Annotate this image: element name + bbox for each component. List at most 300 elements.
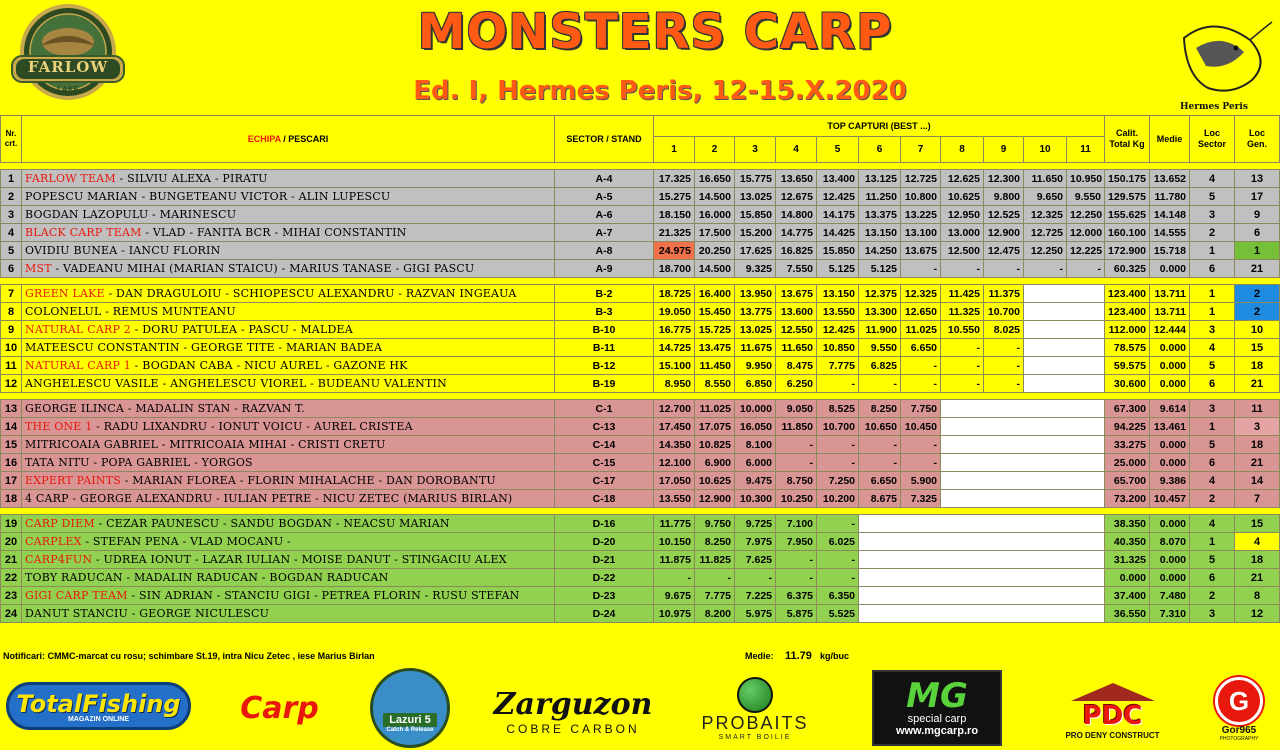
catch-value: 12.725 xyxy=(901,170,941,188)
catch-value: 13.550 xyxy=(654,490,695,508)
average-kg: 10.457 xyxy=(1150,490,1190,508)
catch-value: - xyxy=(776,569,817,587)
team-cell xyxy=(22,242,555,260)
catch-value: 17.625 xyxy=(735,242,776,260)
average-kg: 9.386 xyxy=(1150,472,1190,490)
catch-value: 7.950 xyxy=(776,533,817,551)
stand-cell: C-15 xyxy=(555,454,654,472)
catch-value: 16.050 xyxy=(735,418,776,436)
place-sector: 5 xyxy=(1190,357,1235,375)
page-subtitle: Ed. I, Hermes Peris, 12-15.X.2020 xyxy=(413,76,907,106)
catch-value: 9.650 xyxy=(1024,188,1067,206)
team-name: MST xyxy=(25,262,52,275)
catch-value: 15.850 xyxy=(817,242,859,260)
catch-value: 10.975 xyxy=(654,605,695,623)
catch-value: 24.975 xyxy=(654,242,695,260)
catch-value: 14.775 xyxy=(776,224,817,242)
pdc-roof-icon xyxy=(1071,683,1155,701)
team-cell xyxy=(22,188,555,206)
page-title: MONSTERS CARP xyxy=(417,4,893,60)
team-cell xyxy=(22,551,555,569)
catch-value: 6.250 xyxy=(776,375,817,393)
table-row xyxy=(1,285,1280,303)
place-general: 4 xyxy=(1235,533,1280,551)
catch-value: 12.225 xyxy=(1067,242,1105,260)
catch-value: 10.450 xyxy=(901,418,941,436)
gor965-logo-subtext: PHOTOGRAPHY xyxy=(1219,735,1259,742)
row-number: 1 xyxy=(1,170,22,188)
pdc-logo-subtext: PRO DENY CONSTRUCT xyxy=(1065,730,1160,740)
average-value: 11.79 xyxy=(785,650,812,662)
catch-value: 5.875 xyxy=(776,605,817,623)
notice-bar xyxy=(0,648,1280,664)
empty-catch-cells xyxy=(941,454,1105,472)
catch-value: 14.350 xyxy=(654,436,695,454)
catch-value: 10.300 xyxy=(735,490,776,508)
hermes-peris-text: Hermes Peris xyxy=(1180,102,1248,112)
anglers-names: ANGHELESCU VASILE - ANGHELESCU VIOREL - BUDEANU VALENTIN xyxy=(25,377,447,390)
empty-catch-cells xyxy=(941,400,1105,418)
catch-value: 13.475 xyxy=(695,339,735,357)
empty-catch-cells xyxy=(1024,375,1105,393)
catch-value: 8.250 xyxy=(859,400,901,418)
stand-cell: C-14 xyxy=(555,436,654,454)
catch-value: 12.650 xyxy=(901,303,941,321)
place-general: 2 xyxy=(1235,285,1280,303)
catch-value: 10.825 xyxy=(695,436,735,454)
average-unit: kg/buc xyxy=(820,651,850,661)
catch-value: 11.025 xyxy=(901,321,941,339)
average-kg: 13.652 xyxy=(1150,170,1190,188)
catch-value: - xyxy=(901,260,941,278)
place-general: 18 xyxy=(1235,551,1280,569)
catch-value: 7.550 xyxy=(776,260,817,278)
place-sector: 3 xyxy=(1190,605,1235,623)
place-general: 1 xyxy=(1235,242,1280,260)
place-sector: 2 xyxy=(1190,224,1235,242)
place-general: 11 xyxy=(1235,400,1280,418)
gor965-circle-icon: G xyxy=(1215,677,1263,725)
catch-value: 6.850 xyxy=(735,375,776,393)
catch-value: - xyxy=(984,260,1024,278)
catch-value: 13.300 xyxy=(859,303,901,321)
row-number: 10 xyxy=(1,339,22,357)
place-sector: 1 xyxy=(1190,242,1235,260)
zarguzon-logo-text: Zarguzon xyxy=(493,686,653,722)
catch-value: 11.650 xyxy=(776,339,817,357)
place-sector: 2 xyxy=(1190,587,1235,605)
team-cell xyxy=(22,472,555,490)
catch-value: 12.250 xyxy=(1024,242,1067,260)
catch-value: - xyxy=(941,375,984,393)
lazuri5-logo xyxy=(370,668,450,748)
average-kg: 7.480 xyxy=(1150,587,1190,605)
col-stand-header: SECTOR / STAND xyxy=(555,116,654,163)
place-sector: 4 xyxy=(1190,170,1235,188)
stand-cell: B-2 xyxy=(555,285,654,303)
catch-value: 17.325 xyxy=(654,170,695,188)
col-team-header-echipa: ECHIPA xyxy=(247,134,281,144)
place-sector: 6 xyxy=(1190,569,1235,587)
catch-value: 11.875 xyxy=(654,551,695,569)
team-cell xyxy=(22,303,555,321)
team-cell xyxy=(22,605,555,623)
catch-value: 16.400 xyxy=(695,285,735,303)
catch-value: 12.325 xyxy=(1024,206,1067,224)
catch-value: - xyxy=(1024,260,1067,278)
anglers-names: - VLAD - FANITA BCR - MIHAI CONSTANTIN xyxy=(141,226,407,239)
stand-cell: B-3 xyxy=(555,303,654,321)
catch-value: 8.950 xyxy=(654,375,695,393)
total-kg: 150.175 xyxy=(1105,170,1150,188)
catch-value: 5.975 xyxy=(735,605,776,623)
place-general: 8 xyxy=(1235,587,1280,605)
results-table xyxy=(0,115,1280,623)
catch-value: 7.775 xyxy=(695,587,735,605)
anglers-names: OVIDIU BUNEA - IANCU FLORIN xyxy=(25,244,221,257)
empty-catch-cells xyxy=(941,418,1105,436)
catch-value: 10.950 xyxy=(1067,170,1105,188)
farlow-logo-text: FARLOW xyxy=(27,58,109,76)
catch-value: 18.725 xyxy=(654,285,695,303)
catch-value: 8.675 xyxy=(859,490,901,508)
place-general: 14 xyxy=(1235,472,1280,490)
catch-col-header: 9 xyxy=(984,137,1024,163)
team-cell xyxy=(22,400,555,418)
catch-col-header: 10 xyxy=(1024,137,1067,163)
catch-value: 12.425 xyxy=(817,321,859,339)
catch-value: 13.225 xyxy=(901,206,941,224)
table-row xyxy=(1,170,1280,188)
catch-value: - xyxy=(941,339,984,357)
catch-value: 9.050 xyxy=(776,400,817,418)
catch-value: 7.250 xyxy=(817,472,859,490)
row-number: 16 xyxy=(1,454,22,472)
catch-value: 8.025 xyxy=(984,321,1024,339)
average-kg: 13.711 xyxy=(1150,285,1190,303)
probaits-ball-icon xyxy=(737,677,773,713)
catch-value: 10.625 xyxy=(941,188,984,206)
stand-cell: B-11 xyxy=(555,339,654,357)
team-cell xyxy=(22,490,555,508)
place-general: 9 xyxy=(1235,206,1280,224)
catch-value: 8.100 xyxy=(735,436,776,454)
anglers-names: TOBY RADUCAN - MADALIN RADUCAN - BOGDAN RADUCAN xyxy=(25,571,389,584)
catch-value: - xyxy=(817,515,859,533)
empty-catch-cells xyxy=(1024,303,1105,321)
empty-catch-cells xyxy=(859,587,1105,605)
table-row xyxy=(1,206,1280,224)
catch-value: 7.625 xyxy=(735,551,776,569)
row-number: 3 xyxy=(1,206,22,224)
catch-col-header: 1 xyxy=(654,137,695,163)
place-sector: 1 xyxy=(1190,303,1235,321)
average-kg: 0.000 xyxy=(1150,260,1190,278)
catch-value: 12.550 xyxy=(776,321,817,339)
place-general: 3 xyxy=(1235,418,1280,436)
catch-value: 13.400 xyxy=(817,170,859,188)
empty-catch-cells xyxy=(941,490,1105,508)
stand-cell: C-13 xyxy=(555,418,654,436)
catch-value: - xyxy=(941,357,984,375)
catch-value: 11.850 xyxy=(776,418,817,436)
anglers-names: POPESCU MARIAN - BUNGETEANU VICTOR - ALIN LUPESCU xyxy=(25,190,391,203)
total-kg: 155.625 xyxy=(1105,206,1150,224)
row-number: 11 xyxy=(1,357,22,375)
catch-value: 5.525 xyxy=(817,605,859,623)
total-kg: 25.000 xyxy=(1105,454,1150,472)
catch-value: - xyxy=(817,436,859,454)
average-kg: 9.614 xyxy=(1150,400,1190,418)
stand-cell: B-10 xyxy=(555,321,654,339)
average-kg: 0.000 xyxy=(1150,436,1190,454)
catch-value: - xyxy=(776,436,817,454)
anglers-names: - STEFAN PENA - VLAD MOCANU - xyxy=(81,535,291,548)
team-cell xyxy=(22,375,555,393)
place-sector: 3 xyxy=(1190,206,1235,224)
total-kg: 123.400 xyxy=(1105,303,1150,321)
empty-catch-cells xyxy=(859,605,1105,623)
catch-value: 10.000 xyxy=(735,400,776,418)
stand-cell: A-5 xyxy=(555,188,654,206)
col-total-header: Calit. Total Kg xyxy=(1105,116,1150,163)
average-label: Medie: xyxy=(745,651,774,661)
table-row xyxy=(1,533,1280,551)
catch-value: 9.325 xyxy=(735,260,776,278)
catch-value: - xyxy=(984,357,1024,375)
stand-cell: D-16 xyxy=(555,515,654,533)
place-general: 10 xyxy=(1235,321,1280,339)
place-general: 6 xyxy=(1235,224,1280,242)
catch-value: 13.650 xyxy=(776,170,817,188)
anglers-names: - DORU PATULEA - PASCU - MALDEA xyxy=(130,323,353,336)
team-name: THE ONE 1 xyxy=(25,420,93,433)
place-sector: 1 xyxy=(1190,418,1235,436)
catch-value: - xyxy=(984,375,1024,393)
place-sector: 5 xyxy=(1190,436,1235,454)
anglers-names: - SILVIU ALEXA - PIRATU xyxy=(115,172,268,185)
carp-logo xyxy=(232,678,327,738)
total-kg: 33.275 xyxy=(1105,436,1150,454)
catch-value: 10.700 xyxy=(984,303,1024,321)
catch-value: - xyxy=(817,569,859,587)
catch-value: 6.825 xyxy=(859,357,901,375)
total-kg: 160.100 xyxy=(1105,224,1150,242)
anglers-names: MATEESCU CONSTANTIN - GEORGE TITE - MARIAN BADEA xyxy=(25,341,383,354)
catch-value: 17.450 xyxy=(654,418,695,436)
catch-value: 6.900 xyxy=(695,454,735,472)
place-general: 15 xyxy=(1235,515,1280,533)
empty-catch-cells xyxy=(941,436,1105,454)
catch-value: 9.725 xyxy=(735,515,776,533)
catch-value: 10.850 xyxy=(817,339,859,357)
col-team-header xyxy=(22,116,555,163)
empty-catch-cells xyxy=(1024,339,1105,357)
row-number: 20 xyxy=(1,533,22,551)
zarguzon-logo xyxy=(493,684,653,738)
mgcarp-logo-url: www.mgcarp.ro xyxy=(895,725,979,737)
table-row xyxy=(1,605,1280,623)
catch-value: 14.725 xyxy=(654,339,695,357)
team-cell xyxy=(22,285,555,303)
catch-value: - xyxy=(859,436,901,454)
catch-value: 12.500 xyxy=(941,242,984,260)
average-kg: 15.718 xyxy=(1150,242,1190,260)
catch-value: - xyxy=(901,454,941,472)
catch-value: 11.450 xyxy=(695,357,735,375)
catch-value: 6.650 xyxy=(859,472,901,490)
catch-value: 6.350 xyxy=(817,587,859,605)
catch-value: 12.325 xyxy=(901,285,941,303)
catch-col-header: 7 xyxy=(901,137,941,163)
catch-col-header: 3 xyxy=(735,137,776,163)
catch-value: 14.175 xyxy=(817,206,859,224)
catch-value: 10.700 xyxy=(817,418,859,436)
table-row xyxy=(1,490,1280,508)
place-general: 21 xyxy=(1235,260,1280,278)
catch-value: 16.775 xyxy=(654,321,695,339)
catch-col-header: 5 xyxy=(817,137,859,163)
catch-value: - xyxy=(901,375,941,393)
anglers-names: - MARIAN FLOREA - FLORIN MIHALACHE - DAN DOROBANTU xyxy=(121,474,496,487)
total-kg: 94.225 xyxy=(1105,418,1150,436)
total-kg: 78.575 xyxy=(1105,339,1150,357)
anglers-names: DANUT STANCIU - GEORGE NICULESCU xyxy=(25,607,270,620)
sponsors-bar xyxy=(0,664,1280,750)
col-avg-header: Medie xyxy=(1150,116,1190,163)
catch-value: 11.325 xyxy=(941,303,984,321)
team-name: CARP4FUN xyxy=(25,553,93,566)
catch-value: - xyxy=(901,357,941,375)
total-kg: 65.700 xyxy=(1105,472,1150,490)
table-row xyxy=(1,339,1280,357)
team-name: BLACK CARP TEAM xyxy=(25,226,142,239)
team-name: GIGI CARP TEAM xyxy=(25,589,128,602)
total-kg: 38.350 xyxy=(1105,515,1150,533)
catch-value: 12.100 xyxy=(654,454,695,472)
place-sector: 4 xyxy=(1190,472,1235,490)
total-kg: 129.575 xyxy=(1105,188,1150,206)
mgcarp-logo xyxy=(872,670,1002,746)
place-sector: 1 xyxy=(1190,533,1235,551)
catch-value: 7.325 xyxy=(901,490,941,508)
catch-value: 14.250 xyxy=(859,242,901,260)
average-kg: 0.000 xyxy=(1150,515,1190,533)
catch-value: 12.475 xyxy=(984,242,1024,260)
stand-cell: A-9 xyxy=(555,260,654,278)
total-kg: 37.400 xyxy=(1105,587,1150,605)
empty-catch-cells xyxy=(941,472,1105,490)
table-row xyxy=(1,303,1280,321)
catch-value: 17.500 xyxy=(695,224,735,242)
catch-value: 9.475 xyxy=(735,472,776,490)
catch-value: 10.200 xyxy=(817,490,859,508)
total-kg: 59.575 xyxy=(1105,357,1150,375)
catch-value: 5.900 xyxy=(901,472,941,490)
col-loc-gen-header: Loc Gen. xyxy=(1235,116,1280,163)
average-kg: 0.000 xyxy=(1150,339,1190,357)
catch-value: 8.250 xyxy=(695,533,735,551)
catch-value: 13.025 xyxy=(735,188,776,206)
stand-cell: D-21 xyxy=(555,551,654,569)
row-number: 8 xyxy=(1,303,22,321)
average-kg: 14.555 xyxy=(1150,224,1190,242)
average-kg: 8.070 xyxy=(1150,533,1190,551)
stand-cell: D-24 xyxy=(555,605,654,623)
table-row xyxy=(1,188,1280,206)
header xyxy=(0,0,1280,115)
catch-value: 11.375 xyxy=(984,285,1024,303)
table-row xyxy=(1,436,1280,454)
catch-value: 6.000 xyxy=(735,454,776,472)
place-general: 17 xyxy=(1235,188,1280,206)
catch-value: 7.975 xyxy=(735,533,776,551)
team-cell xyxy=(22,170,555,188)
catch-col-header: 2 xyxy=(695,137,735,163)
catch-value: 10.550 xyxy=(941,321,984,339)
row-number: 18 xyxy=(1,490,22,508)
catch-value: - xyxy=(859,375,901,393)
catch-value: 15.275 xyxy=(654,188,695,206)
col-team-header-pescari: / PESCARI xyxy=(280,134,329,144)
catch-value: 11.900 xyxy=(859,321,901,339)
catch-value: 5.125 xyxy=(817,260,859,278)
team-name: EXPERT PAINTS xyxy=(25,474,121,487)
stand-cell: C-1 xyxy=(555,400,654,418)
row-number: 17 xyxy=(1,472,22,490)
anglers-names: - RADU LIXANDRU - IONUT VOICU - AUREL CRISTEA xyxy=(92,420,413,433)
row-number: 5 xyxy=(1,242,22,260)
catch-col-header: 11 xyxy=(1067,137,1105,163)
gor965-logo-text: Gor965 xyxy=(1221,724,1257,736)
catch-value: 9.675 xyxy=(654,587,695,605)
catch-value: 7.775 xyxy=(817,357,859,375)
table-row xyxy=(1,569,1280,587)
place-sector: 3 xyxy=(1190,400,1235,418)
gor965-logo xyxy=(1205,674,1273,744)
catch-value: 12.000 xyxy=(1067,224,1105,242)
probaits-logo-subtext: SMART BOILIE xyxy=(718,734,792,741)
total-kg: 0.000 xyxy=(1105,569,1150,587)
row-number: 22 xyxy=(1,569,22,587)
place-sector: 4 xyxy=(1190,515,1235,533)
row-number: 23 xyxy=(1,587,22,605)
team-cell xyxy=(22,587,555,605)
catch-value: 15.450 xyxy=(695,303,735,321)
empty-catch-cells xyxy=(859,515,1105,533)
average-kg: 0.000 xyxy=(1150,454,1190,472)
catch-value: 13.125 xyxy=(859,170,901,188)
team-cell xyxy=(22,357,555,375)
total-kg: 36.550 xyxy=(1105,605,1150,623)
catch-col-header: 4 xyxy=(776,137,817,163)
notice-text: Notificari: CMMC-marcat cu rosu; schimbare St.19, intra Nicu Zetec , iese Marius Birlan xyxy=(3,651,375,661)
lazuri5-logo-text: Lazuri 5 xyxy=(383,713,437,727)
place-general: 18 xyxy=(1235,357,1280,375)
stand-cell: C-18 xyxy=(555,490,654,508)
catch-value: 14.500 xyxy=(695,260,735,278)
anglers-names: - CEZAR PAUNESCU - SANDU BOGDAN - NEACSU MARIAN xyxy=(94,517,450,530)
col-loc-sector-header: Loc Sector xyxy=(1190,116,1235,163)
totalfishing-logo xyxy=(6,682,191,730)
catch-value: 8.525 xyxy=(817,400,859,418)
place-sector: 2 xyxy=(1190,490,1235,508)
empty-catch-cells xyxy=(859,569,1105,587)
catch-col-header: 8 xyxy=(941,137,984,163)
stand-cell: D-22 xyxy=(555,569,654,587)
average-kg: 0.000 xyxy=(1150,551,1190,569)
place-general: 21 xyxy=(1235,375,1280,393)
